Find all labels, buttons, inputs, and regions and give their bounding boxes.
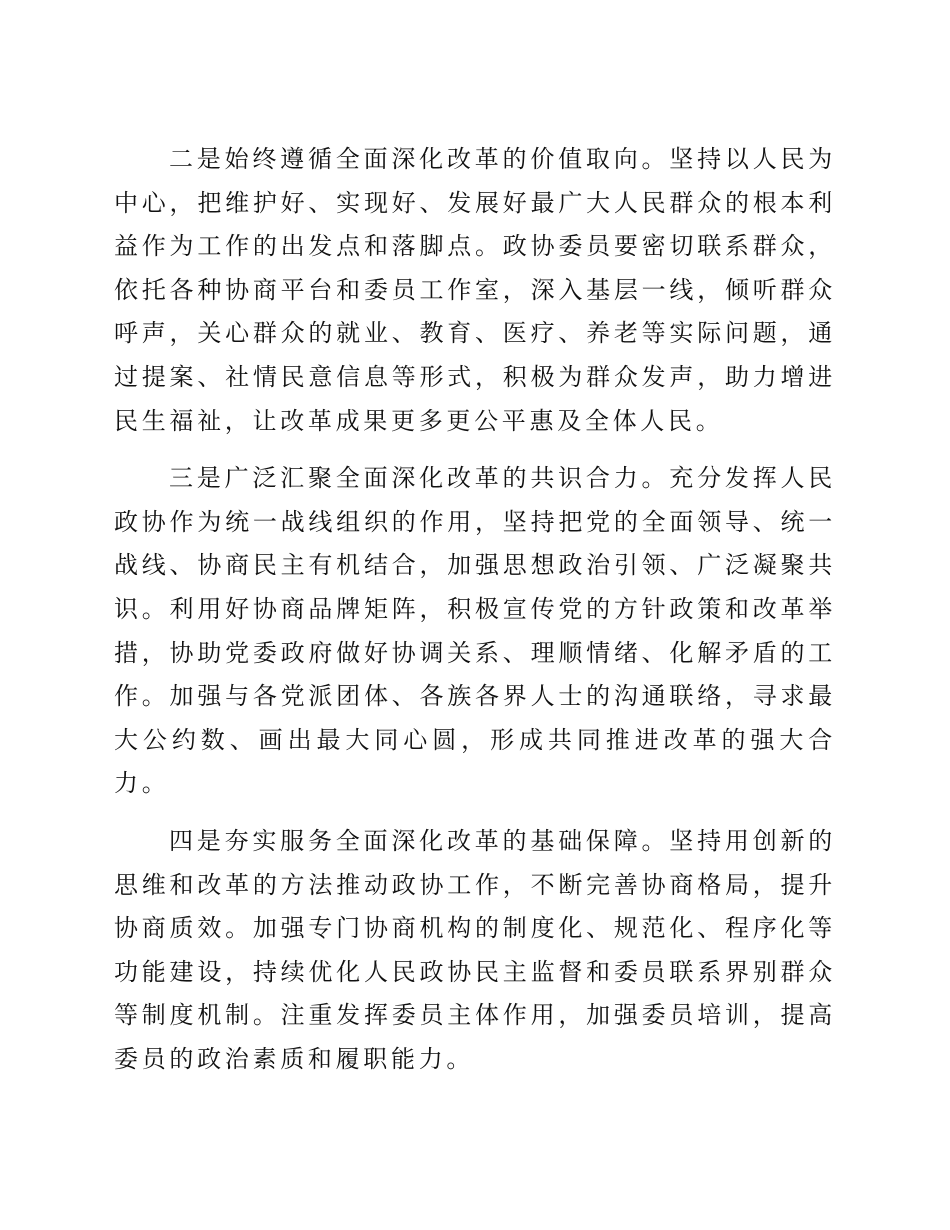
- paragraph-four: 四是夯实服务全面深化改革的基础保障。坚持用创新的思维和改革的方法推动政协工作，不断完善协商格局，提升协商质效。加强专门协商机构的制度化、规范化、程序化等功能建设，持续优化人民政协民主监督和委员联系界别群众等制度机制。注重发挥委员主体作用，加强委员培训，提高委员的政治素质和履职能力。: [114, 826, 836, 1073]
- paragraph-two: 二是始终遵循全面深化改革的价值取向。坚持以人民为中心，把维护好、实现好、发展好最广大人民群众的根本利益作为工作的出发点和落脚点。政协委员要密切联系群众，依托各种协商平台和委员工作室，深入基层一线，倾听群众呼声，关心群众的就业、教育、医疗、养老等实际问题，通过提案、社情民意信息等形式，积极为群众发声，助力增进民生福祉，让改革成果更多更公平惠及全体人民。: [114, 145, 836, 435]
- paragraph-three: 三是广泛汇聚全面深化改革的共识合力。充分发挥人民政协作为统一战线组织的作用，坚持把党的全面领导、统一战线、协商民主有机结合，加强思想政治引领、广泛凝聚共识。利用好协商品牌矩阵，积极宣传党的方针政策和改革举措，协助党委政府做好协调关系、理顺情绪、化解矛盾的工作。加强与各党派团体、各族各界人士的沟通联络，寻求最大公约数、画出最大同心圆，形成共同推进改革的强大合力。: [114, 464, 836, 798]
- document-body: [114, 138, 836, 1095]
